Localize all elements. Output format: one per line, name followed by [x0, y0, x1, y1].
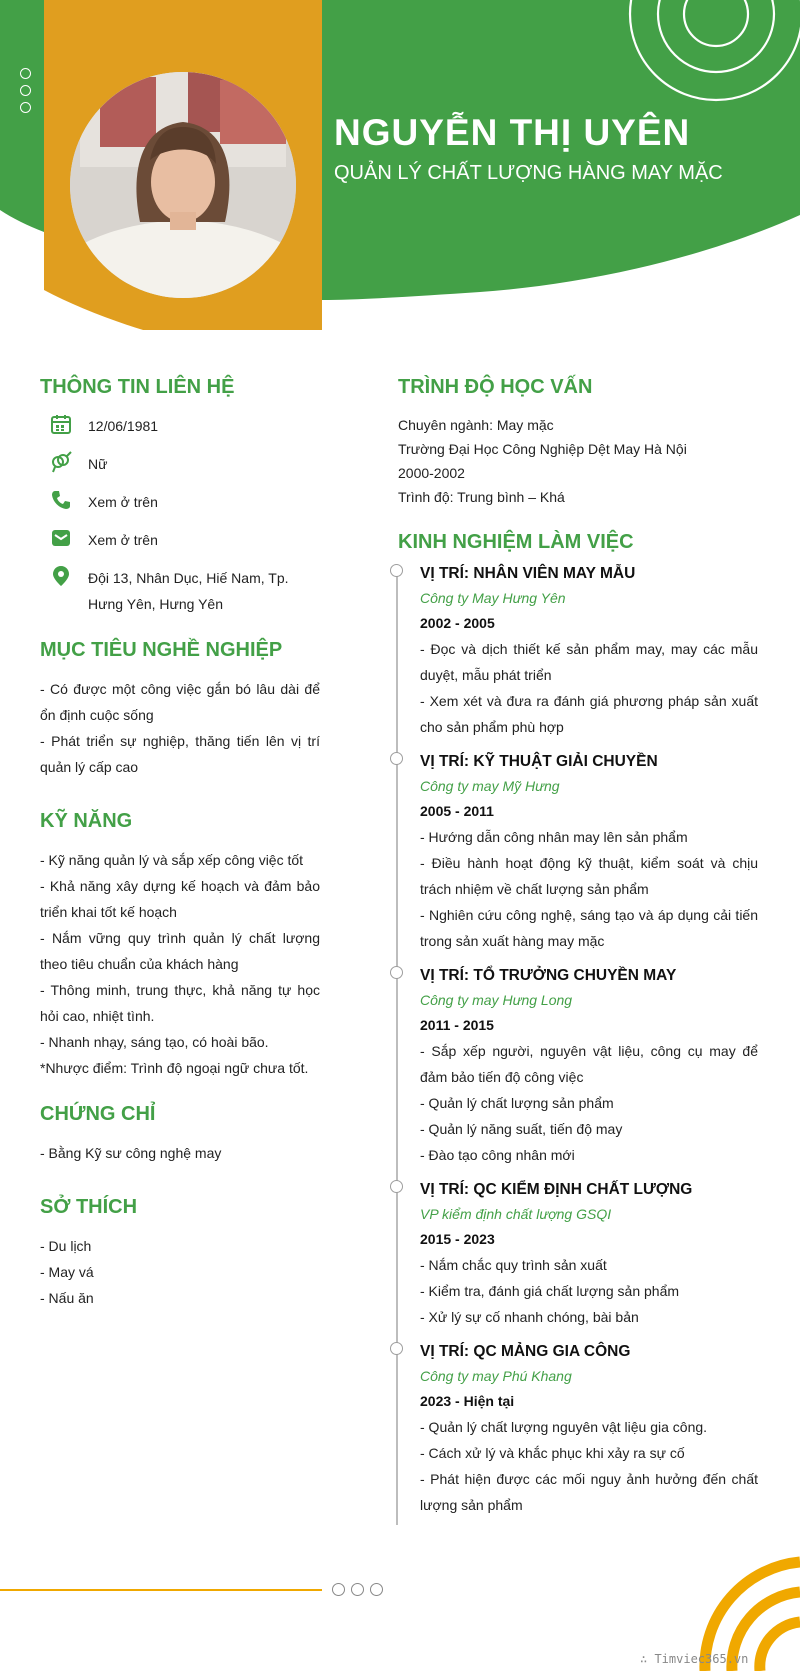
job-duty: - Nắm chắc quy trình sản xuất: [420, 1257, 607, 1273]
hobby-line: - May vá: [40, 1264, 94, 1280]
job-duty: - Đọc và dịch thiết kế sản phẩm may, may các mẫu duyệt, mẫu phát triển: [420, 641, 758, 683]
job-title: VỊ TRÍ: NHÂN VIÊN MAY MẪU: [420, 565, 636, 582]
job-duty: - Đào tạo công nhân mới: [420, 1147, 575, 1163]
education-section-title: TRÌNH ĐỘ HỌC VẤN: [398, 376, 593, 398]
right-column: [398, 376, 758, 1528]
experience-timeline: [398, 562, 758, 1518]
job-duty: - Quản lý năng suất, tiến độ may: [420, 1121, 623, 1137]
address-text: Đội 13, Nhân Dục, Hiế Nam, Tp. Hưng Yên, Hưng Yên: [88, 570, 289, 612]
job-duty: - Điều hành hoạt động kỹ thuật, kiểm soát và chịu trách nhiệm về chất lượng sản phẩm: [420, 855, 758, 897]
location-icon: [50, 565, 76, 591]
job-item: [398, 750, 758, 954]
skills-section-title: KỸ NĂNG: [40, 810, 133, 832]
skill-line: - Nhanh nhạy, sáng tạo, có hoài bão.: [40, 1034, 269, 1050]
job-duty: - Quản lý chất lượng sản phẩm: [420, 1095, 614, 1111]
person-name: NGUYỄN THỊ UYÊN: [334, 112, 691, 153]
objective-line: - Phát triển sự nghiệp, thăng tiến lên vị trí quản lý cấp cao: [40, 733, 320, 775]
education-school: Trường Đại Học Công Nghiệp Dệt May Hà Nội: [398, 441, 687, 457]
skill-line: - Nắm vững quy trình quản lý chất lượng theo tiêu chuẩn của khách hàng: [40, 930, 320, 972]
job-period: 2015 - 2023: [420, 1231, 495, 1247]
job-duty: - Xem xét và đưa ra đánh giá phương pháp sản xuất cho sản phẩm phù hợp: [420, 693, 758, 735]
hobby-line: - Du lịch: [40, 1238, 92, 1254]
gender-icon: [50, 451, 76, 477]
job-title: VỊ TRÍ: QC MẢNG GIA CÔNG: [420, 1343, 631, 1360]
job-period: 2005 - 2011: [420, 803, 494, 819]
job-company: Công ty may Phú Khang: [420, 1368, 572, 1384]
education-major: Chuyên ngành: May mặc: [398, 417, 554, 433]
person-role: QUẢN LÝ CHẤT LƯỢNG HÀNG MAY MẶC: [334, 162, 723, 184]
job-duty: - Cách xử lý và khắc phục khi xảy ra sự cố: [420, 1445, 685, 1461]
job-duty: - Nghiên cứu công nghệ, sáng tạo và áp dụng cải tiến trong sản xuất hàng may mặc: [420, 907, 758, 949]
phone-text: Xem ở trên: [88, 494, 158, 510]
job-item: [398, 1178, 758, 1330]
certificates-section-title: CHỨNG CHỈ: [40, 1103, 156, 1125]
watermark-text: ∴ Timviec365.vn: [640, 1652, 749, 1666]
phone-icon: [50, 489, 76, 515]
skill-line: - Khả năng xây dựng kế hoạch và đảm bảo triển khai tốt kế hoạch: [40, 878, 320, 920]
timeline-node: [390, 564, 403, 577]
job-duty: - Kiểm tra, đánh giá chất lượng sản phẩm: [420, 1283, 680, 1299]
job-period: 2011 - 2015: [420, 1017, 494, 1033]
job-duty: - Phát hiện được các mối nguy ảnh hưởng đến chất lượng sản phẩm: [420, 1471, 758, 1513]
job-duty: - Xử lý sự cố nhanh chóng, bài bản: [420, 1309, 639, 1325]
email-icon: [50, 527, 76, 553]
contact-address: [40, 565, 320, 617]
job-item: [398, 1340, 758, 1518]
hobbies-section-title: SỞ THÍCH: [40, 1196, 138, 1218]
birthday-text: 12/06/1981: [88, 418, 159, 434]
job-period: 2023 - Hiện tại: [420, 1393, 515, 1409]
objective-line: - Có được một công việc gắn bó lâu dài để ổn định cuộc sống: [40, 681, 320, 723]
skill-line: *Nhược điểm: Trình độ ngoại ngữ chưa tốt.: [40, 1060, 309, 1076]
education-grade: Trình độ: Trung bình – Khá: [398, 489, 565, 505]
decor-dots: [20, 68, 31, 119]
job-duty: - Hướng dẫn công nhân may lên sản phẩm: [420, 829, 688, 845]
left-column: [40, 376, 320, 1311]
timeline-node: [390, 966, 403, 979]
contact-birthday: [40, 413, 320, 439]
contact-gender: [40, 451, 320, 477]
job-title: VỊ TRÍ: QC KIỂM ĐỊNH CHẤT LƯỢNG: [420, 1181, 693, 1198]
job-period: 2002 - 2005: [420, 615, 495, 631]
contact-phone: [40, 489, 320, 515]
job-company: Công ty may Hưng Long: [420, 992, 573, 1008]
job-company: Công ty May Hưng Yên: [420, 590, 566, 606]
gender-text: Nữ: [88, 456, 108, 472]
timeline-node: [390, 752, 403, 765]
job-title: VỊ TRÍ: TỔ TRƯỞNG CHUYỀN MAY: [420, 967, 677, 984]
job-duty: - Sắp xếp người, nguyên vật liệu, công cụ may để đảm bảo tiến độ công việc: [420, 1043, 758, 1085]
experience-section-title: KINH NGHIỆM LÀM VIỆC: [398, 531, 634, 553]
job-item: [398, 964, 758, 1168]
hobby-line: - Nấu ăn: [40, 1290, 94, 1306]
skill-line: - Kỹ năng quản lý và sắp xếp công việc tốt: [40, 852, 304, 868]
avatar: [70, 72, 296, 298]
contact-section-title: THÔNG TIN LIÊN HỆ: [40, 376, 235, 398]
skill-line: - Thông minh, trung thực, khả năng tự học hỏi cao, nhiệt tình.: [40, 982, 320, 1024]
objective-section-title: MỤC TIÊU NGHỀ NGHIỆP: [40, 639, 283, 661]
certificate-line: - Bằng Kỹ sư công nghệ may: [40, 1145, 222, 1161]
email-text: Xem ở trên: [88, 532, 158, 548]
contact-email: [40, 527, 320, 553]
calendar-icon: [50, 413, 76, 439]
timeline-node: [390, 1342, 403, 1355]
job-duty: - Quản lý chất lượng nguyên vật liệu gia công.: [420, 1419, 708, 1435]
job-item: [398, 562, 758, 740]
footer-decor-dots: [332, 1583, 389, 1596]
education-period: 2000-2002: [398, 465, 465, 481]
timeline-node: [390, 1180, 403, 1193]
footer-divider: [0, 1589, 322, 1591]
job-title: VỊ TRÍ: KỸ THUẬT GIẢI CHUYỀN: [420, 753, 658, 770]
job-company: VP kiểm định chất lượng GSQI: [420, 1206, 612, 1222]
job-company: Công ty may Mỹ Hưng: [420, 778, 560, 794]
